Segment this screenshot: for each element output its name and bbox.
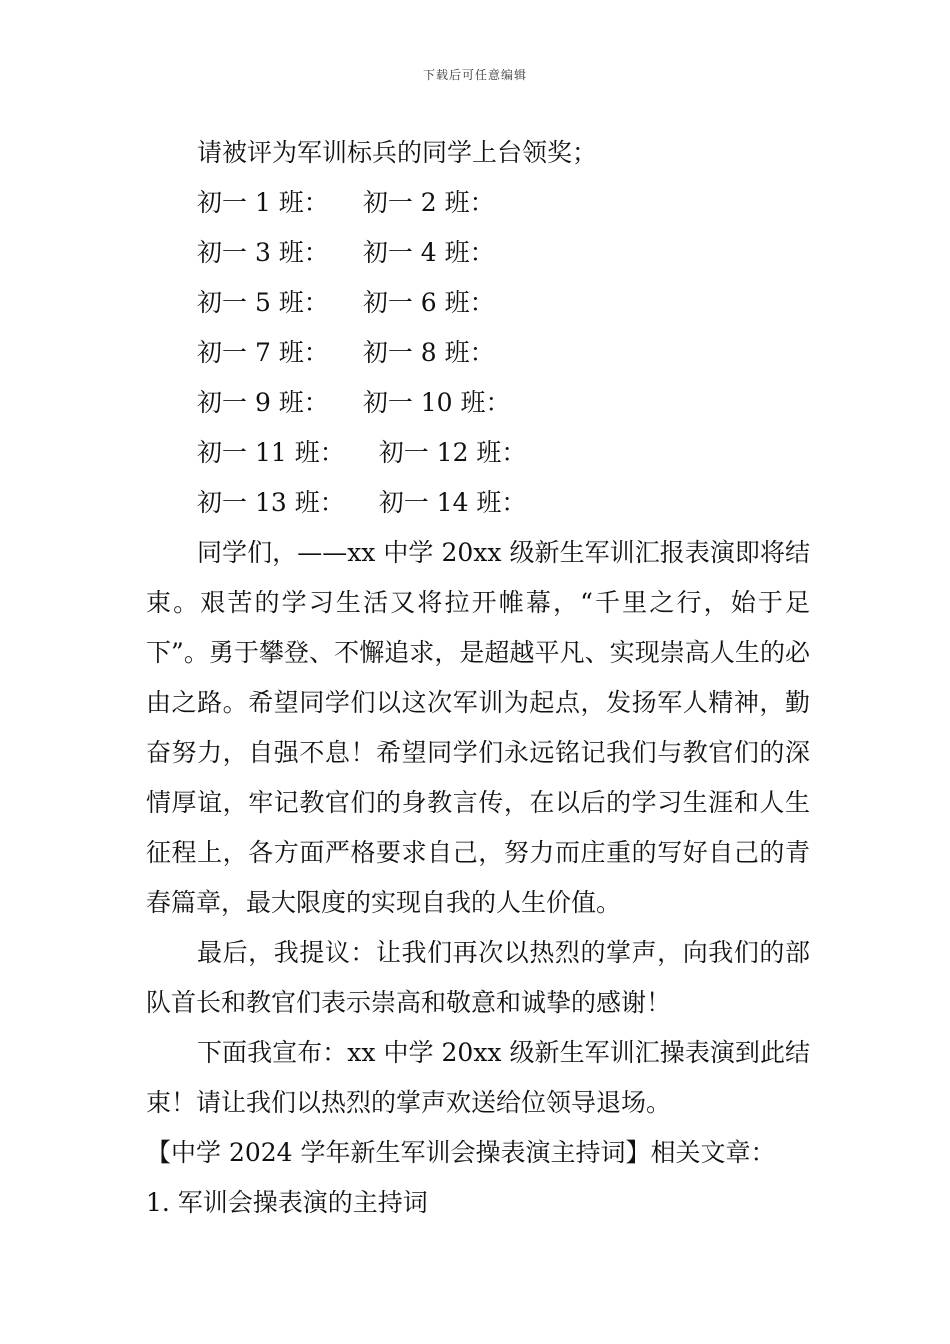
announcement-paragraph: 下面我宣布：xx 中学 20xx 级新生军训汇操表演到此结束！请让我们以热烈的掌声欢送给位领导退场。	[146, 1038, 810, 1117]
document-body	[146, 128, 810, 1228]
intro-line: 请被评为军训标兵的同学上台领奖；	[197, 138, 598, 167]
class-label: 初一 8 班：	[362, 338, 495, 367]
header-note: 下载后可任意编辑	[422, 68, 527, 82]
related-link[interactable]: 1. 军训会操表演的主持词	[146, 1188, 428, 1217]
class-label: 初一 9 班：	[197, 388, 329, 417]
class-label: 初一 7 班：	[197, 338, 329, 367]
class-label: 初一 2 班：	[362, 188, 495, 217]
related-heading: 【中学 2024 学年新生军训会操表演主持词】相关文章：	[146, 1138, 776, 1167]
class-label: 初一 10 班：	[362, 388, 511, 417]
class-row	[146, 278, 810, 328]
class-row	[146, 428, 810, 478]
class-row	[146, 228, 810, 278]
class-label: 初一 13 班：	[197, 488, 345, 517]
class-label: 初一 14 班：	[378, 488, 527, 517]
class-label: 初一 11 班：	[197, 438, 345, 467]
class-label: 初一 3 班：	[197, 238, 329, 267]
closing-paragraph: 同学们，——xx 中学 20xx 级新生军训汇报表演即将结束。艰苦的学习生活又将拉开帷幕，“千里之行，始于足下”。勇于攀登、不懈追求，是超越平凡、实现崇高人生的必由之路。希望同学们以这次军训为起点，发扬军人精神，勤奋努力，自强不息！希望同学们永远铭记我们与教官们的深情厚谊，牢记教官们的身教言传，在以后的学习生涯和人生征程上，各方面严格要求自己，努力而庄重的写好自己的青春篇章，最大限度的实现自我的人生价值。	[146, 538, 810, 917]
class-label: 初一 6 班：	[362, 288, 495, 317]
proposal-paragraph: 最后，我提议：让我们再次以热烈的掌声，向我们的部队首长和教官们表示崇高和敬意和诚挚的感谢！	[146, 938, 810, 1017]
class-label: 初一 5 班：	[197, 288, 329, 317]
class-label: 初一 12 班：	[378, 438, 527, 467]
class-row	[146, 328, 810, 378]
class-row	[146, 178, 810, 228]
class-row	[146, 478, 810, 528]
class-label: 初一 4 班：	[362, 238, 495, 267]
class-label: 初一 1 班：	[197, 188, 329, 217]
class-row	[146, 378, 810, 428]
